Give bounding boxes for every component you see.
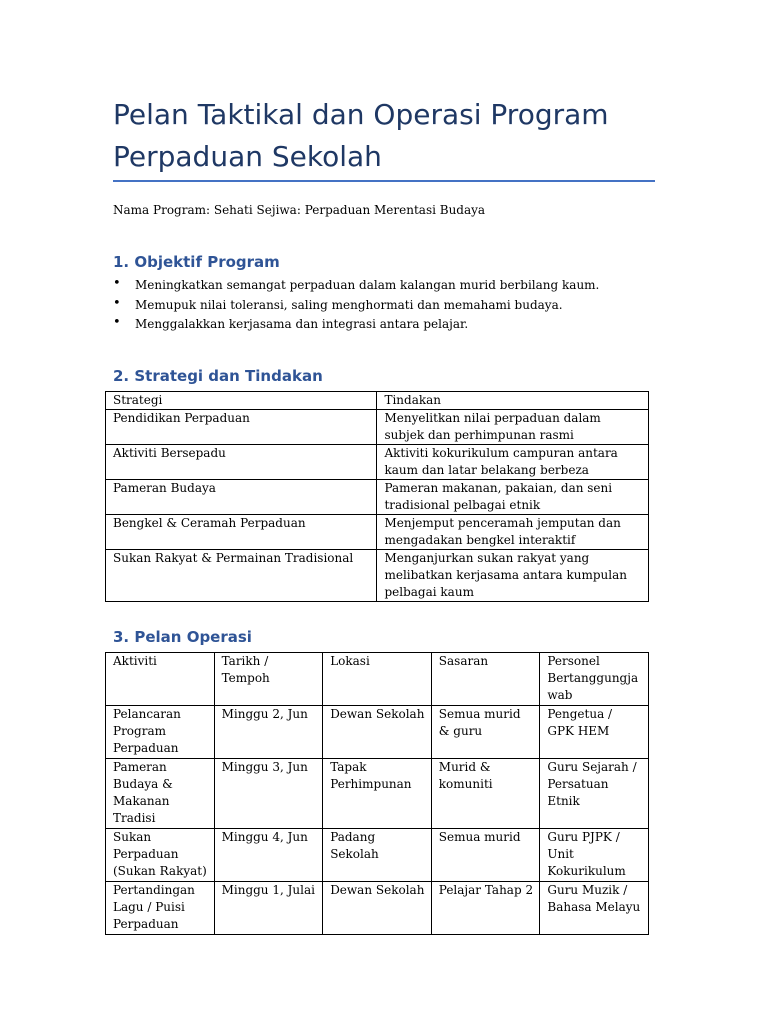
table-cell: Semua murid xyxy=(431,829,540,882)
section-heading-strategy: 2. Strategi dan Tindakan xyxy=(113,367,323,385)
table-row xyxy=(106,480,649,515)
table-header-cell: Aktiviti xyxy=(106,653,215,706)
table-header-row xyxy=(106,392,649,410)
table-cell: Semua murid & guru xyxy=(431,706,540,759)
document-title: Pelan Taktikal dan Operasi Program Perpaduan Sekolah xyxy=(113,98,609,173)
table-header-cell: Sasaran xyxy=(431,653,540,706)
table-row xyxy=(106,515,649,550)
title-underline xyxy=(113,180,655,182)
table-cell: Pameran Budaya & Makanan Tradisi xyxy=(106,759,215,829)
table-cell: Pelancaran Program Perpaduan xyxy=(106,706,215,759)
bullet-icon: • xyxy=(113,315,121,330)
table-cell: Bengkel & Ceramah Perpaduan xyxy=(106,515,377,550)
list-item xyxy=(113,296,599,316)
table-cell: Menyelitkan nilai perpaduan dalam subjek dan perhimpunan rasmi xyxy=(377,410,649,445)
table-cell: Murid & komuniti xyxy=(431,759,540,829)
table-cell: Pameran makanan, pakaian, dan seni tradisional pelbagai etnik xyxy=(377,480,649,515)
strategy-table xyxy=(105,391,649,602)
table-row xyxy=(106,550,649,602)
program-name: Nama Program: Sehati Sejiwa: Perpaduan Merentasi Budaya xyxy=(113,203,486,217)
table-cell: Pendidikan Perpaduan xyxy=(106,410,377,445)
table-cell: Sukan Perpaduan (Sukan Rakyat) xyxy=(106,829,215,882)
objective-text: Meningkatkan semangat perpaduan dalam kalangan murid berbilang kaum. xyxy=(135,278,600,292)
section-heading-objectives: 1. Objektif Program xyxy=(113,253,280,271)
objective-text: Memupuk nilai toleransi, saling menghormati dan memahami budaya. xyxy=(135,297,563,312)
table-cell: Minggu 1, Julai xyxy=(214,882,323,935)
objective-text: Menggalakkan kerjasama dan integrasi antara pelajar. xyxy=(135,317,469,331)
table-cell: Sukan Rakyat & Permainan Tradisional xyxy=(106,550,377,602)
table-row xyxy=(106,882,649,935)
table-cell: Pertandingan Lagu / Puisi Perpaduan xyxy=(106,882,215,935)
table-cell: Guru Sejarah / Persatuan Etnik xyxy=(540,759,649,829)
table-cell: Pameran Budaya xyxy=(106,480,377,515)
table-cell: Dewan Sekolah xyxy=(323,882,432,935)
table-header-cell: Tarikh / Tempoh xyxy=(214,653,323,706)
table-cell: Minggu 3, Jun xyxy=(214,759,323,829)
table-header-cell: Lokasi xyxy=(323,653,432,706)
bullet-icon: • xyxy=(113,295,121,311)
table-cell: Aktiviti kokurikulum campuran antara kaum dan latar belakang berbeza xyxy=(377,445,649,480)
table-cell: Padang Sekolah xyxy=(323,829,432,882)
table-header-cell: Personel Bertanggungja wab xyxy=(540,653,649,706)
table-header-row xyxy=(106,653,649,706)
list-item xyxy=(113,276,599,296)
section-heading-operations: 3. Pelan Operasi xyxy=(113,628,252,646)
table-cell: Menjemput penceramah jemputan dan mengadakan bengkel interaktif xyxy=(377,515,649,550)
table-row xyxy=(106,706,649,759)
table-row xyxy=(106,829,649,882)
table-cell: Menganjurkan sukan rakyat yang melibatkan kerjasama antara kumpulan pelbagai kaum xyxy=(377,550,649,602)
table-row xyxy=(106,410,649,445)
table-header-cell: Tindakan xyxy=(377,392,649,410)
table-cell: Minggu 2, Jun xyxy=(214,706,323,759)
table-cell: Dewan Sekolah xyxy=(323,706,432,759)
table-cell: Aktiviti Bersepadu xyxy=(106,445,377,480)
table-cell: Minggu 4, Jun xyxy=(214,829,323,882)
table-cell: Guru PJPK / Unit Kokurikulum xyxy=(540,829,649,882)
table-header-cell: Strategi xyxy=(106,392,377,410)
table-row xyxy=(106,445,649,480)
operations-table xyxy=(105,652,649,935)
table-cell: Guru Muzik / Bahasa Melayu xyxy=(540,882,649,935)
table-cell: Pelajar Tahap 2 xyxy=(431,882,540,935)
bullet-icon: • xyxy=(113,276,121,291)
table-cell: Tapak Perhimpunan xyxy=(323,759,432,829)
objectives-list xyxy=(113,276,599,335)
table-row xyxy=(106,759,649,829)
table-cell: Pengetua / GPK HEM xyxy=(540,706,649,759)
list-item xyxy=(113,315,599,335)
